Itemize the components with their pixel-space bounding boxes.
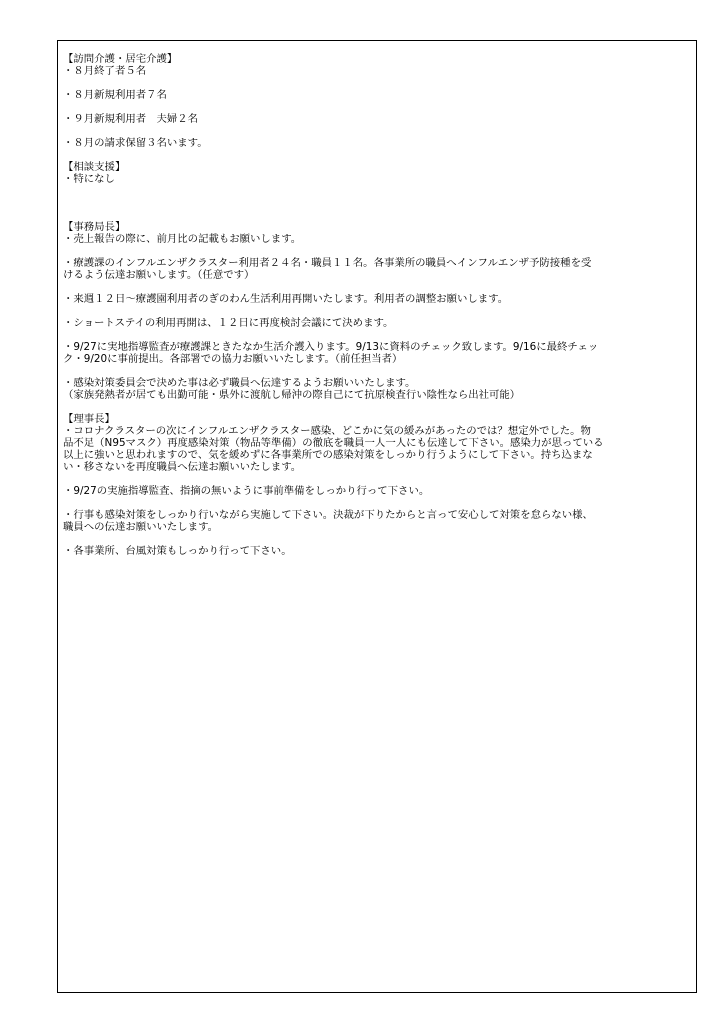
list-item: ・9/27に実地指導監査が療護課ときたなか生活介護入ります。9/13に資料のチェック致します。9/16に最終チェッ	[63, 341, 599, 353]
list-item: ・療護課のインフルエンザクラスター利用者２４名・職員１１名。各事業所の職員へインフルエンザ予防接種を受	[63, 257, 592, 269]
list-item: ・９月新規利用者 夫婦２名	[63, 113, 199, 125]
list-item: ・9/27の実施指導監査、指摘の無いように事前準備をしっかり行って下さい。	[63, 485, 430, 497]
list-item-continued: （家族発熱者が居ても出勤可能・県外に渡航し帰沖の際自己にて抗原検査行い陰性なら出社可能）	[63, 389, 521, 401]
section-heading-director: 【理事長】	[63, 413, 115, 425]
list-item-continued: ク・9/20に事前提出。各部署での協力お願いいたします。（前任担当者）	[63, 353, 403, 365]
list-item-continued: 品不足（N95マスク）再度感染対策（物品等準備）の徹底を職員一人一人にも伝達して下さい。感染力が思っている	[63, 437, 604, 449]
section-heading-visit: 【訪問介護・居宅介護】	[63, 53, 178, 65]
list-item: ・コロナクラスターの次にインフルエンザクラスター感染、どこかに気の緩みがあったのでは？想定外でした。物	[63, 425, 591, 437]
list-item-continued: 以上に強いと思われますので、気を緩めずに各事業所での感染対策をしっかり行うようにして下さい。持ち込まな	[63, 449, 593, 461]
list-item-continued: い・移さないを再度職員へ伝達お願いいたします。	[63, 461, 302, 473]
list-item: ・行事も感染対策をしっかり行いながら実施して下さい。決裁が下りたからと言って安心して対策を怠らない様、	[63, 509, 593, 521]
list-item-continued: 職員への伝達お願いいたします。	[63, 521, 219, 533]
list-item: ・８月の請求保留３名います。	[63, 137, 208, 149]
document-content	[63, 53, 691, 557]
list-item-continued: けるよう伝達お願いします。（任意です）	[63, 269, 255, 281]
list-item: ・ショートステイの利用再開は、１２日に再度検討会議にて決めます。	[63, 317, 394, 329]
list-item: ・来週１２日～療護園利用者のぎのわん生活利用再開いたします。利用者の調整お願いします。	[63, 293, 509, 305]
list-item: ・各事業所、台風対策もしっかり行って下さい。	[63, 545, 292, 557]
list-item: ・８月終了者５名	[63, 65, 147, 77]
list-item: ・８月新規利用者７名	[63, 89, 167, 101]
list-item: ・特になし	[63, 173, 115, 185]
list-item: ・感染対策委員会で決めた事は必ず職員へ伝達するようお願いいたします。	[63, 377, 416, 389]
section-heading-consult: 【相談支援】	[63, 161, 126, 173]
section-heading-secretary: 【事務局長】	[63, 221, 126, 233]
list-item: ・売上報告の際に、前月比の記載もお願いします。	[63, 233, 302, 245]
